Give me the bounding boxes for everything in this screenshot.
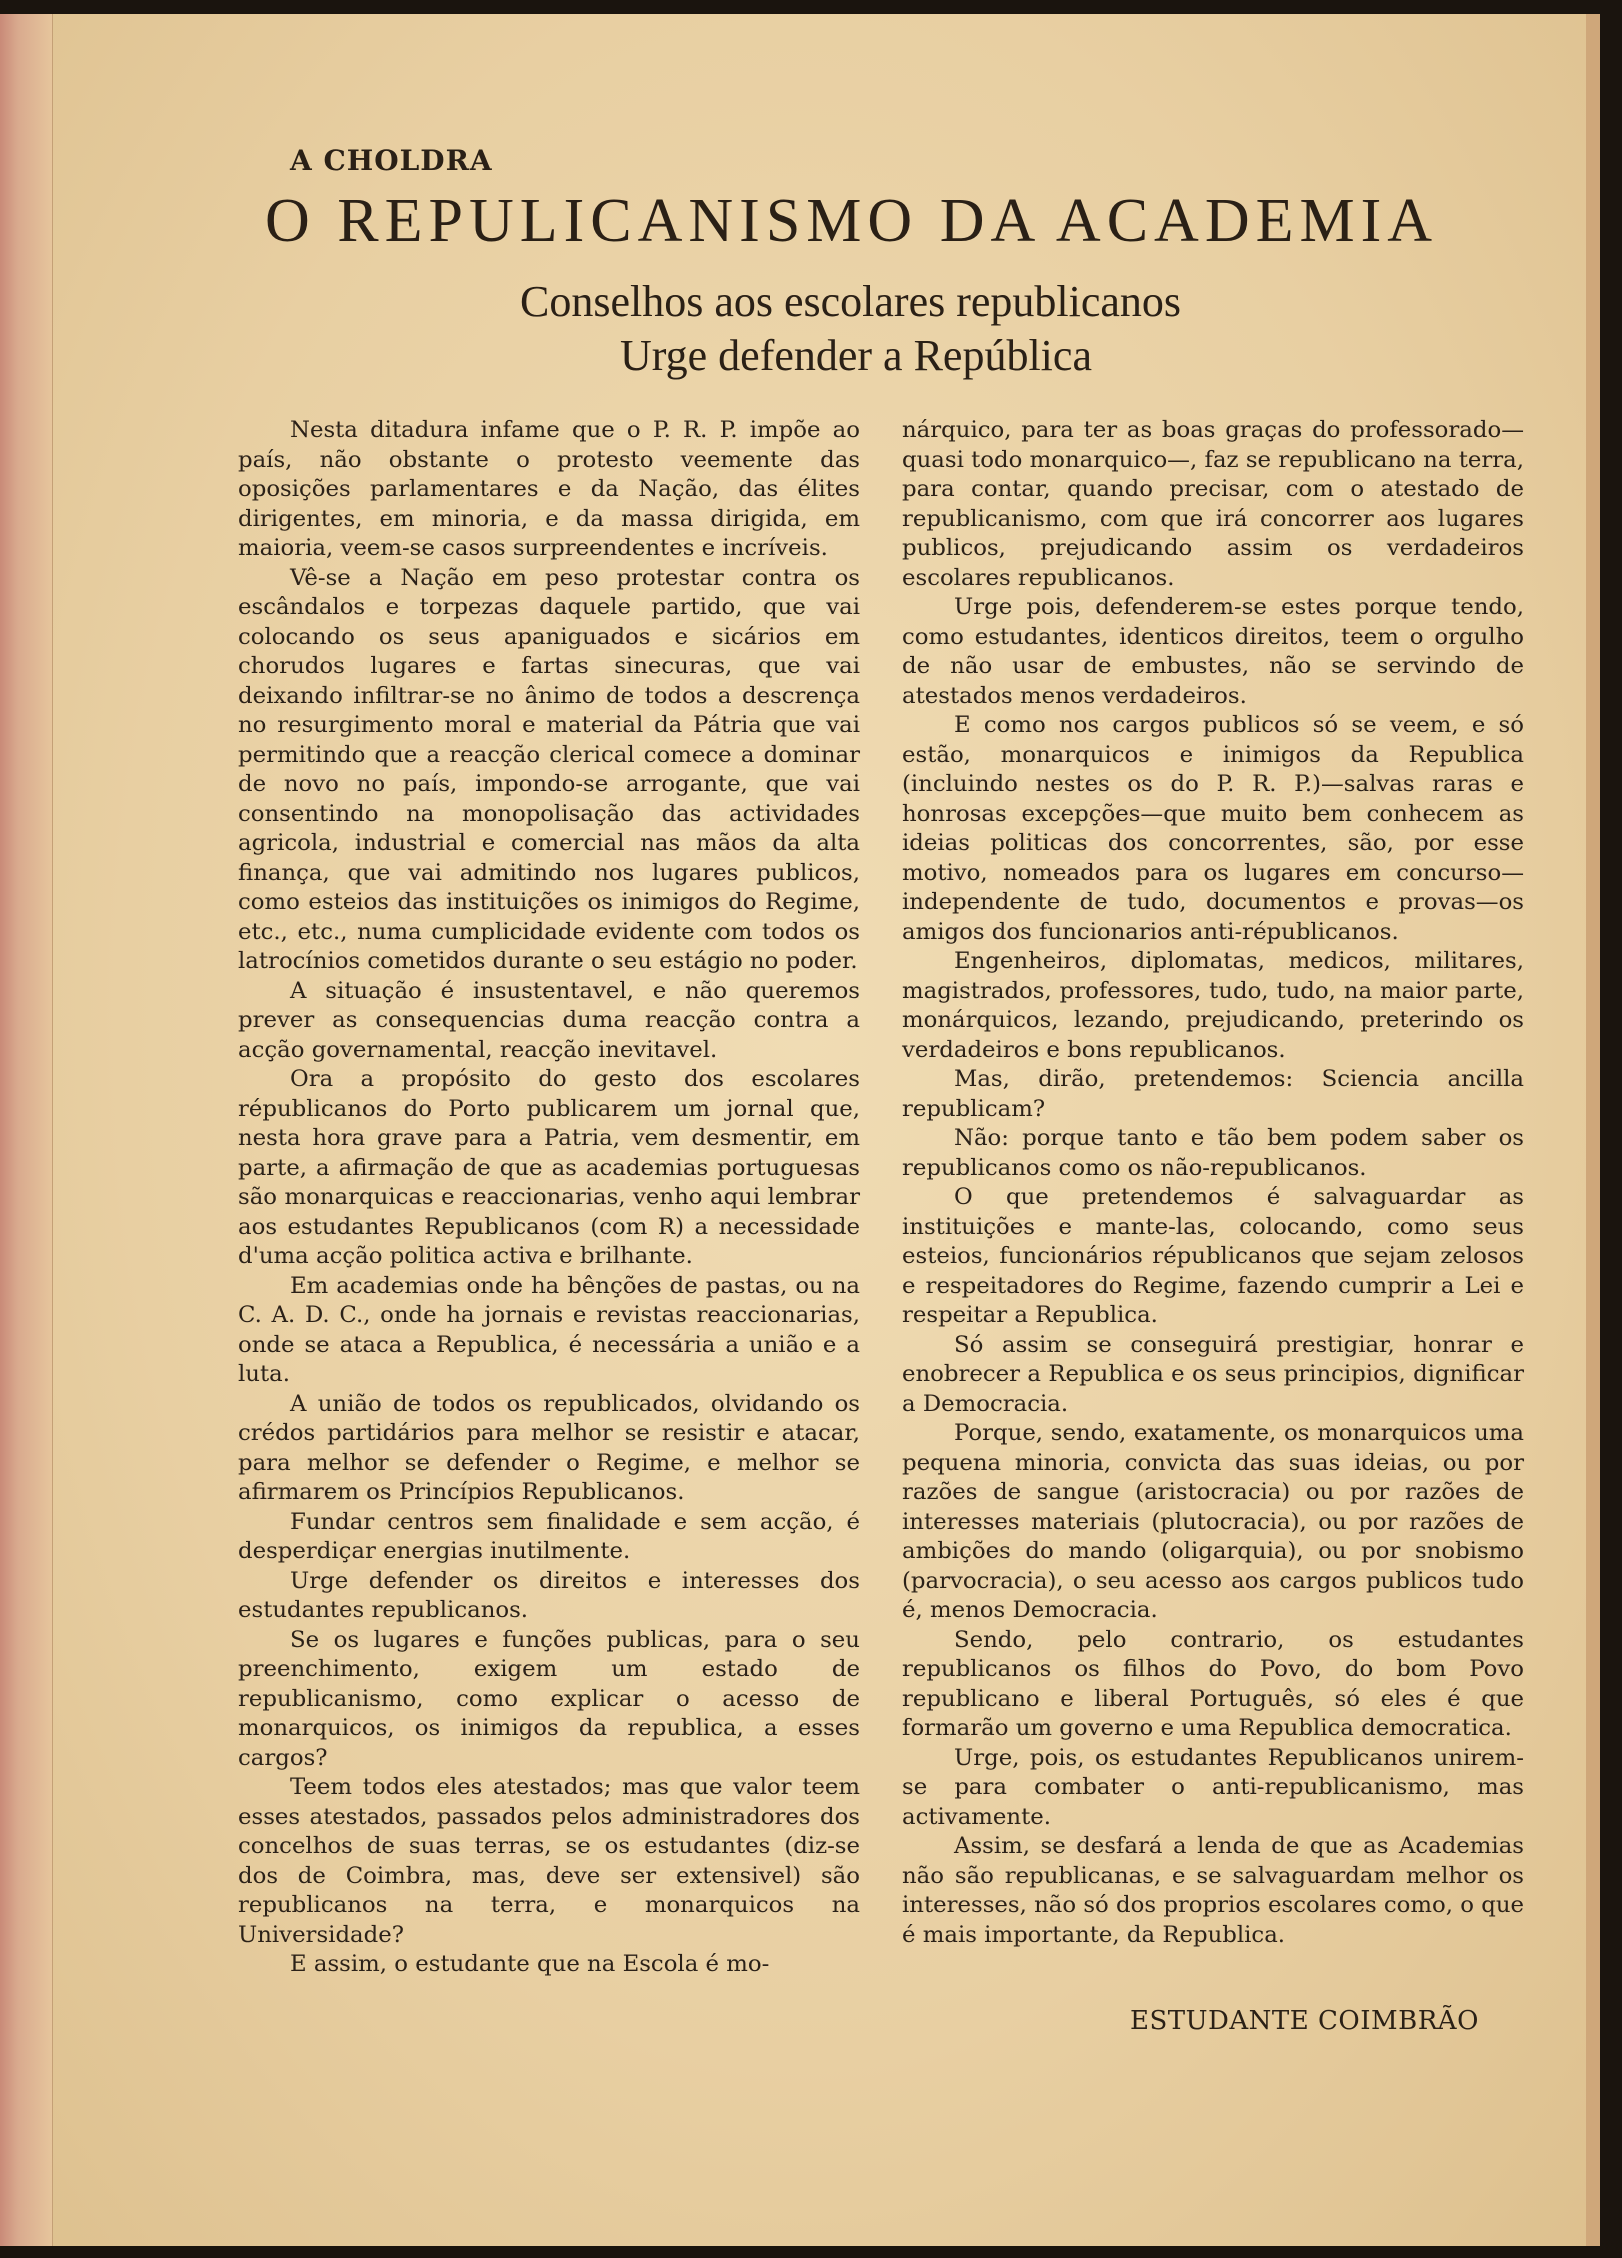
- paragraph: O que pretendemos é salvaguardar as instituições e mante-las, colocando, como seus esteios, funcionários républicanos que sejam zelosos e respeitadores do Regime, fazendo cumprir a Lei e respeitar a Republica.: [902, 1184, 1524, 1328]
- paragraph: Nesta ditadura infame que o P. R. P. impõe ao país, não obstante o protesto veemente das oposições parlamentares e da Nação, das élites dirigentes, em minoria, e da massa dirigida, em maioria, veem-se casos surpreendentes e incríveis.: [238, 417, 860, 561]
- article-subtitle: Conselhos aos escolares republicanos: [520, 277, 1182, 326]
- article-subtitle-2: Urge defender a República: [620, 331, 1092, 380]
- paragraph: Urge defender os direitos e interesses dos estudantes republicanos.: [238, 1567, 860, 1623]
- paragraph: Assim, se desfará a lenda de que as Academias não são republicanas, e se salvaguardam melhor os interesses, não só dos proprios escolares como, o que é mais importante, da Republica.: [902, 1833, 1524, 1948]
- paragraph: Só assim se conseguirá prestigiar, honrar e enobrecer a Republica e os seus principios, dignificar a Democracia.: [902, 1331, 1524, 1417]
- left-column: [238, 416, 860, 1980]
- paragraph: Urge, pois, os estudantes Republicanos unirem-se para combater o anti-republicanismo, mas activamente.: [902, 1744, 1524, 1830]
- paragraph: Fundar centros sem finalidade e sem acção, é desperdiçar energias inutilmente.: [238, 1508, 860, 1564]
- article-title: O REPULICANISMO DA ACADEMIA: [265, 187, 1439, 255]
- paragraph: E como nos cargos publicos só se veem, e só estão, monarquicos e inimigos da Republica (incluindo nestes os do P. R. P.)—salvas raras e honrosas excepções—que muito bem conhecem as ideias politicas dos concorrentes, são, por esse motivo, nomeados para os lugares em concurso—independente de tudo, documentos e provas—os amigos dos funcionarios anti-républicanos.: [902, 712, 1524, 945]
- paragraph: E assim, o estudante que na Escola é mo-: [290, 1951, 770, 1977]
- section-kicker: A CHOLDRA: [290, 144, 493, 177]
- paragraph: Porque, sendo, exatamente, os monarquicos uma pequena minoria, convicta das suas ideias, ou por razões de sangue (aristocracia) ou por razões de interesses materiais (plutocracia), ou por razões de ambições do mando (oligarquia), ou por snobismo (parvocracia), o seu acesso aos cargos publicos tudo é, menos Democracia.: [902, 1420, 1524, 1623]
- paragraph: Ora a propósito do gesto dos escolares républicanos do Porto publicarem um jornal que, nesta hora grave para a Patria, vem desmentir, em parte, a afirmação de que as academias portuguesas são monarquicas e reaccionarias, venho aqui lembrar aos estudantes Republicanos (com R) a necessidade d'uma acção politica activa e brilhante.: [238, 1066, 860, 1269]
- paragraph: Em academias onde ha bênções de pastas, ou na C. A. D. C., onde ha jornais e revistas reaccionarias, onde se ataca a Republica, é necessária a união e a luta.: [238, 1272, 860, 1387]
- paragraph: Não: porque tanto e tão bem podem saber os republicanos como os não-republicanos.: [902, 1125, 1524, 1181]
- right-column: [902, 416, 1524, 1950]
- paragraph: Urge pois, defenderem-se estes porque tendo, como estudantes, identicos direitos, teem o orgulho de não usar de embustes, não se servindo de atestados menos verdadeiros.: [902, 594, 1524, 709]
- newspaper-page: [0, 14, 1600, 2246]
- paragraph: nárquico, para ter as boas graças do professorado—quasi todo monarquico—, faz se republicano na terra, para contar, quando precisar, com o atestado de republicanismo, com que irá concorrer aos lugares publicos, prejudicando assim os verdadeiros escolares republicanos.: [902, 417, 1524, 591]
- paragraph: Mas, dirão, pretendemos: Sciencia ancilla republicam?: [902, 1066, 1524, 1122]
- paragraph: Sendo, pelo contrario, os estudantes republicanos os filhos do Povo, do bom Povo republicano e liberal Português, só eles é que formarão um governo e uma Republica democratica.: [902, 1626, 1524, 1741]
- paragraph: Vê-se a Nação em peso protestar contra os escândalos e torpezas daquele partido, que vai colocando os seus apaniguados e sicários em chorudos lugares e fartas sinecuras, que vai deixando infiltrar-se no ânimo de todos a descrença no resurgimento moral e material da Pátria que vai permitindo que a reacção clerical comece a dominar de novo no país, impondo-se arrogante, que vai consentindo na monopolisação das actividades agricola, industrial e comercial nas mãos da alta finança, que vai admitindo nos lugares publicos, como esteios das instituições os inimigos do Regime, etc., etc., numa cumplicidade evidente com todos os latrocínios cometidos durante o seu estágio no poder.: [238, 564, 860, 974]
- paragraph: A união de todos os republicados, olvidando os crédos partidários para melhor se resistir e atacar, para melhor se defender o Regime, e melhor se afirmarem os Princípios Republicanos.: [238, 1390, 860, 1505]
- paragraph: Teem todos eles atestados; mas que valor teem esses atestados, passados pelos administradores dos concelhos de suas terras, se os estudantes (diz-se dos de Coimbra, mas, deve ser extensivel) são republicanos na terra, e monarquicos na Universidade?: [238, 1774, 860, 1948]
- paragraph: Engenheiros, diplomatas, medicos, militares, magistrados, professores, tudo, tudo, na maior parte, monárquicos, lezando, prejudicando, preterindo os verdadeiros e bons republicanos.: [902, 948, 1524, 1063]
- binding-spine: [0, 14, 53, 2246]
- paragraph: Se os lugares e funções publicas, para o seu preenchimento, exigem um estado de republicanismo, como explicar o acesso de monarquicos, os inimigos da republica, a esses cargos?: [238, 1626, 860, 1771]
- author-signature: ESTUDANTE COIMBRÃO: [1130, 2006, 1479, 2036]
- paragraph: A situação é insustentavel, e não queremos prever as consequencias duma reacção contra a acção governamental, reacção inevitavel.: [238, 977, 860, 1063]
- page-edge: [1586, 14, 1600, 2246]
